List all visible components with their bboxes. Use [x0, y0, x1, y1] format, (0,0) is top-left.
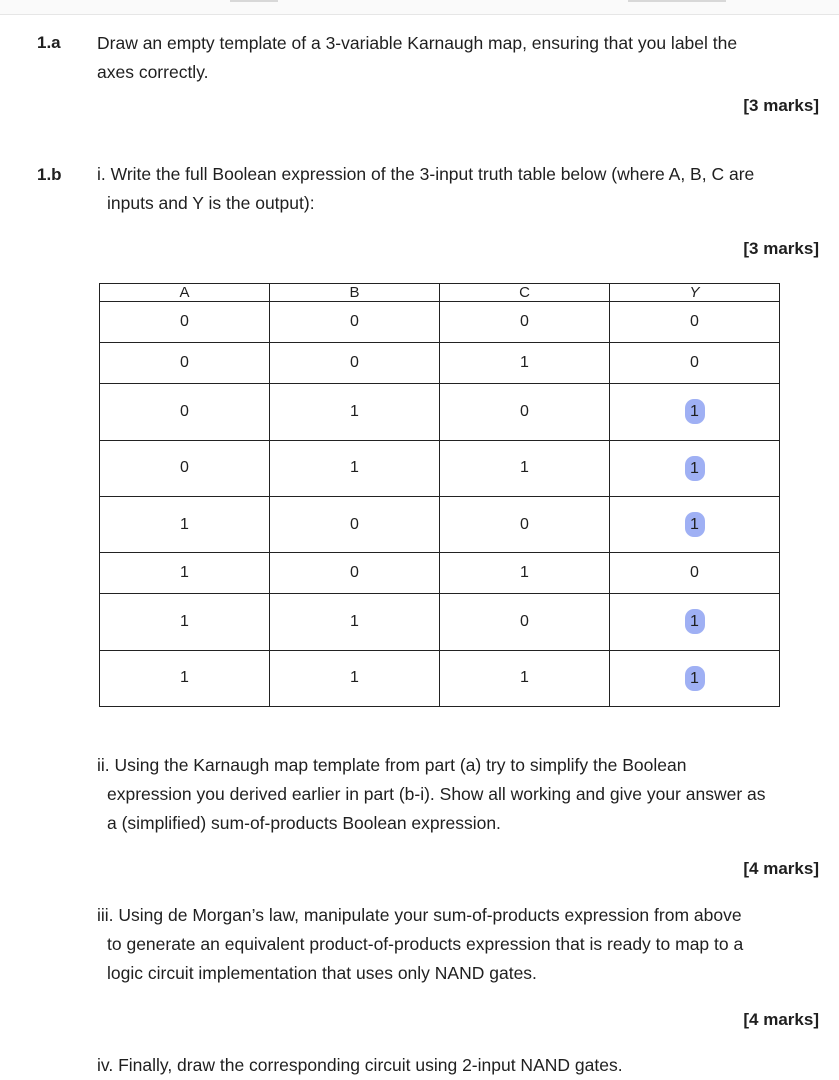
highlighted-output: 1	[685, 456, 705, 481]
part-i-marks: [3 marks]	[743, 239, 819, 258]
cell-y	[610, 496, 780, 552]
truth-table	[99, 283, 780, 707]
part-ii-line-3: a (simplified) sum-of-products Boolean expression.	[107, 813, 501, 833]
question-1b-part-ii-text	[97, 751, 820, 838]
part-iii-marks: [4 marks]	[743, 1010, 819, 1029]
cell-y	[610, 650, 780, 706]
part-iii-line-3: logic circuit implementation that uses only NAND gates.	[107, 963, 537, 983]
part-ii-marks: [4 marks]	[743, 859, 819, 878]
cell-b: 1	[270, 440, 440, 496]
cell-a: 1	[100, 594, 270, 650]
cell-c: 1	[440, 440, 610, 496]
question-1b-part-iii-text	[97, 901, 820, 988]
cell-a: 1	[100, 650, 270, 706]
header-y: Y	[610, 284, 780, 302]
table-row	[100, 440, 780, 496]
part-i-line-2: inputs and Y is the output):	[107, 193, 315, 213]
part-iii-line-1: iii. Using de Morgan’s law, manipulate your sum-of-products expression from above	[97, 905, 742, 925]
question-1a-line-2: axes correctly.	[97, 62, 209, 82]
cell-y: 0	[610, 553, 780, 594]
highlighted-output: 1	[685, 512, 705, 537]
cell-y: 0	[610, 302, 780, 343]
cell-a: 0	[100, 384, 270, 440]
part-i-line-1: i. Write the full Boolean expression of the 3-input truth table below (where A, B, C are	[97, 164, 755, 184]
truth-table-header-row	[100, 284, 780, 302]
question-1a-marks: [3 marks]	[743, 96, 819, 115]
cell-a: 1	[100, 496, 270, 552]
part-iii-line-2: to generate an equivalent product-of-products expression that is ready to map to a	[107, 934, 744, 954]
part-iv-line-1: iv. Finally, draw the corresponding circuit using 2-input NAND gates.	[97, 1055, 623, 1075]
cell-b: 1	[270, 650, 440, 706]
toolbar-segment	[230, 0, 278, 2]
header-a: A	[100, 284, 270, 302]
question-1a-line-1: Draw an empty template of a 3-variable Karnaugh map, ensuring that you label the	[97, 33, 738, 53]
table-row	[100, 302, 780, 343]
highlighted-output: 1	[685, 399, 705, 424]
cell-b: 1	[270, 384, 440, 440]
cell-c: 0	[440, 594, 610, 650]
cell-y	[610, 384, 780, 440]
table-row	[100, 553, 780, 594]
cell-c: 0	[440, 302, 610, 343]
cell-b: 0	[270, 553, 440, 594]
cell-c: 0	[440, 384, 610, 440]
table-row	[100, 384, 780, 440]
question-number-1a: 1.a	[37, 33, 61, 52]
cell-a: 1	[100, 553, 270, 594]
cell-c: 1	[440, 553, 610, 594]
cell-y	[610, 594, 780, 650]
top-toolbar-strip	[0, 0, 839, 15]
cell-y: 0	[610, 343, 780, 384]
table-row	[100, 650, 780, 706]
part-ii-line-1: ii. Using the Karnaugh map template from part (a) try to simplify the Boolean	[97, 755, 687, 775]
header-b: B	[270, 284, 440, 302]
cell-b: 1	[270, 594, 440, 650]
cell-y	[610, 440, 780, 496]
highlighted-output: 1	[685, 666, 705, 691]
cell-b: 0	[270, 302, 440, 343]
header-c: C	[440, 284, 610, 302]
cell-c: 1	[440, 343, 610, 384]
highlighted-output: 1	[685, 609, 705, 634]
cell-c: 1	[440, 650, 610, 706]
table-row	[100, 496, 780, 552]
cell-c: 0	[440, 496, 610, 552]
cell-a: 0	[100, 302, 270, 343]
question-number-1b: 1.b	[37, 165, 62, 184]
table-row	[100, 343, 780, 384]
cell-a: 0	[100, 440, 270, 496]
question-1a-text	[97, 29, 820, 87]
cell-b: 0	[270, 343, 440, 384]
table-row	[100, 594, 780, 650]
question-1b-part-i-text	[97, 160, 822, 218]
cell-b: 0	[270, 496, 440, 552]
question-1b-part-iv-text	[97, 1051, 820, 1080]
part-ii-line-2: expression you derived earlier in part (b-i). Show all working and give your answer as	[107, 784, 766, 804]
toolbar-segment	[628, 0, 726, 2]
cell-a: 0	[100, 343, 270, 384]
